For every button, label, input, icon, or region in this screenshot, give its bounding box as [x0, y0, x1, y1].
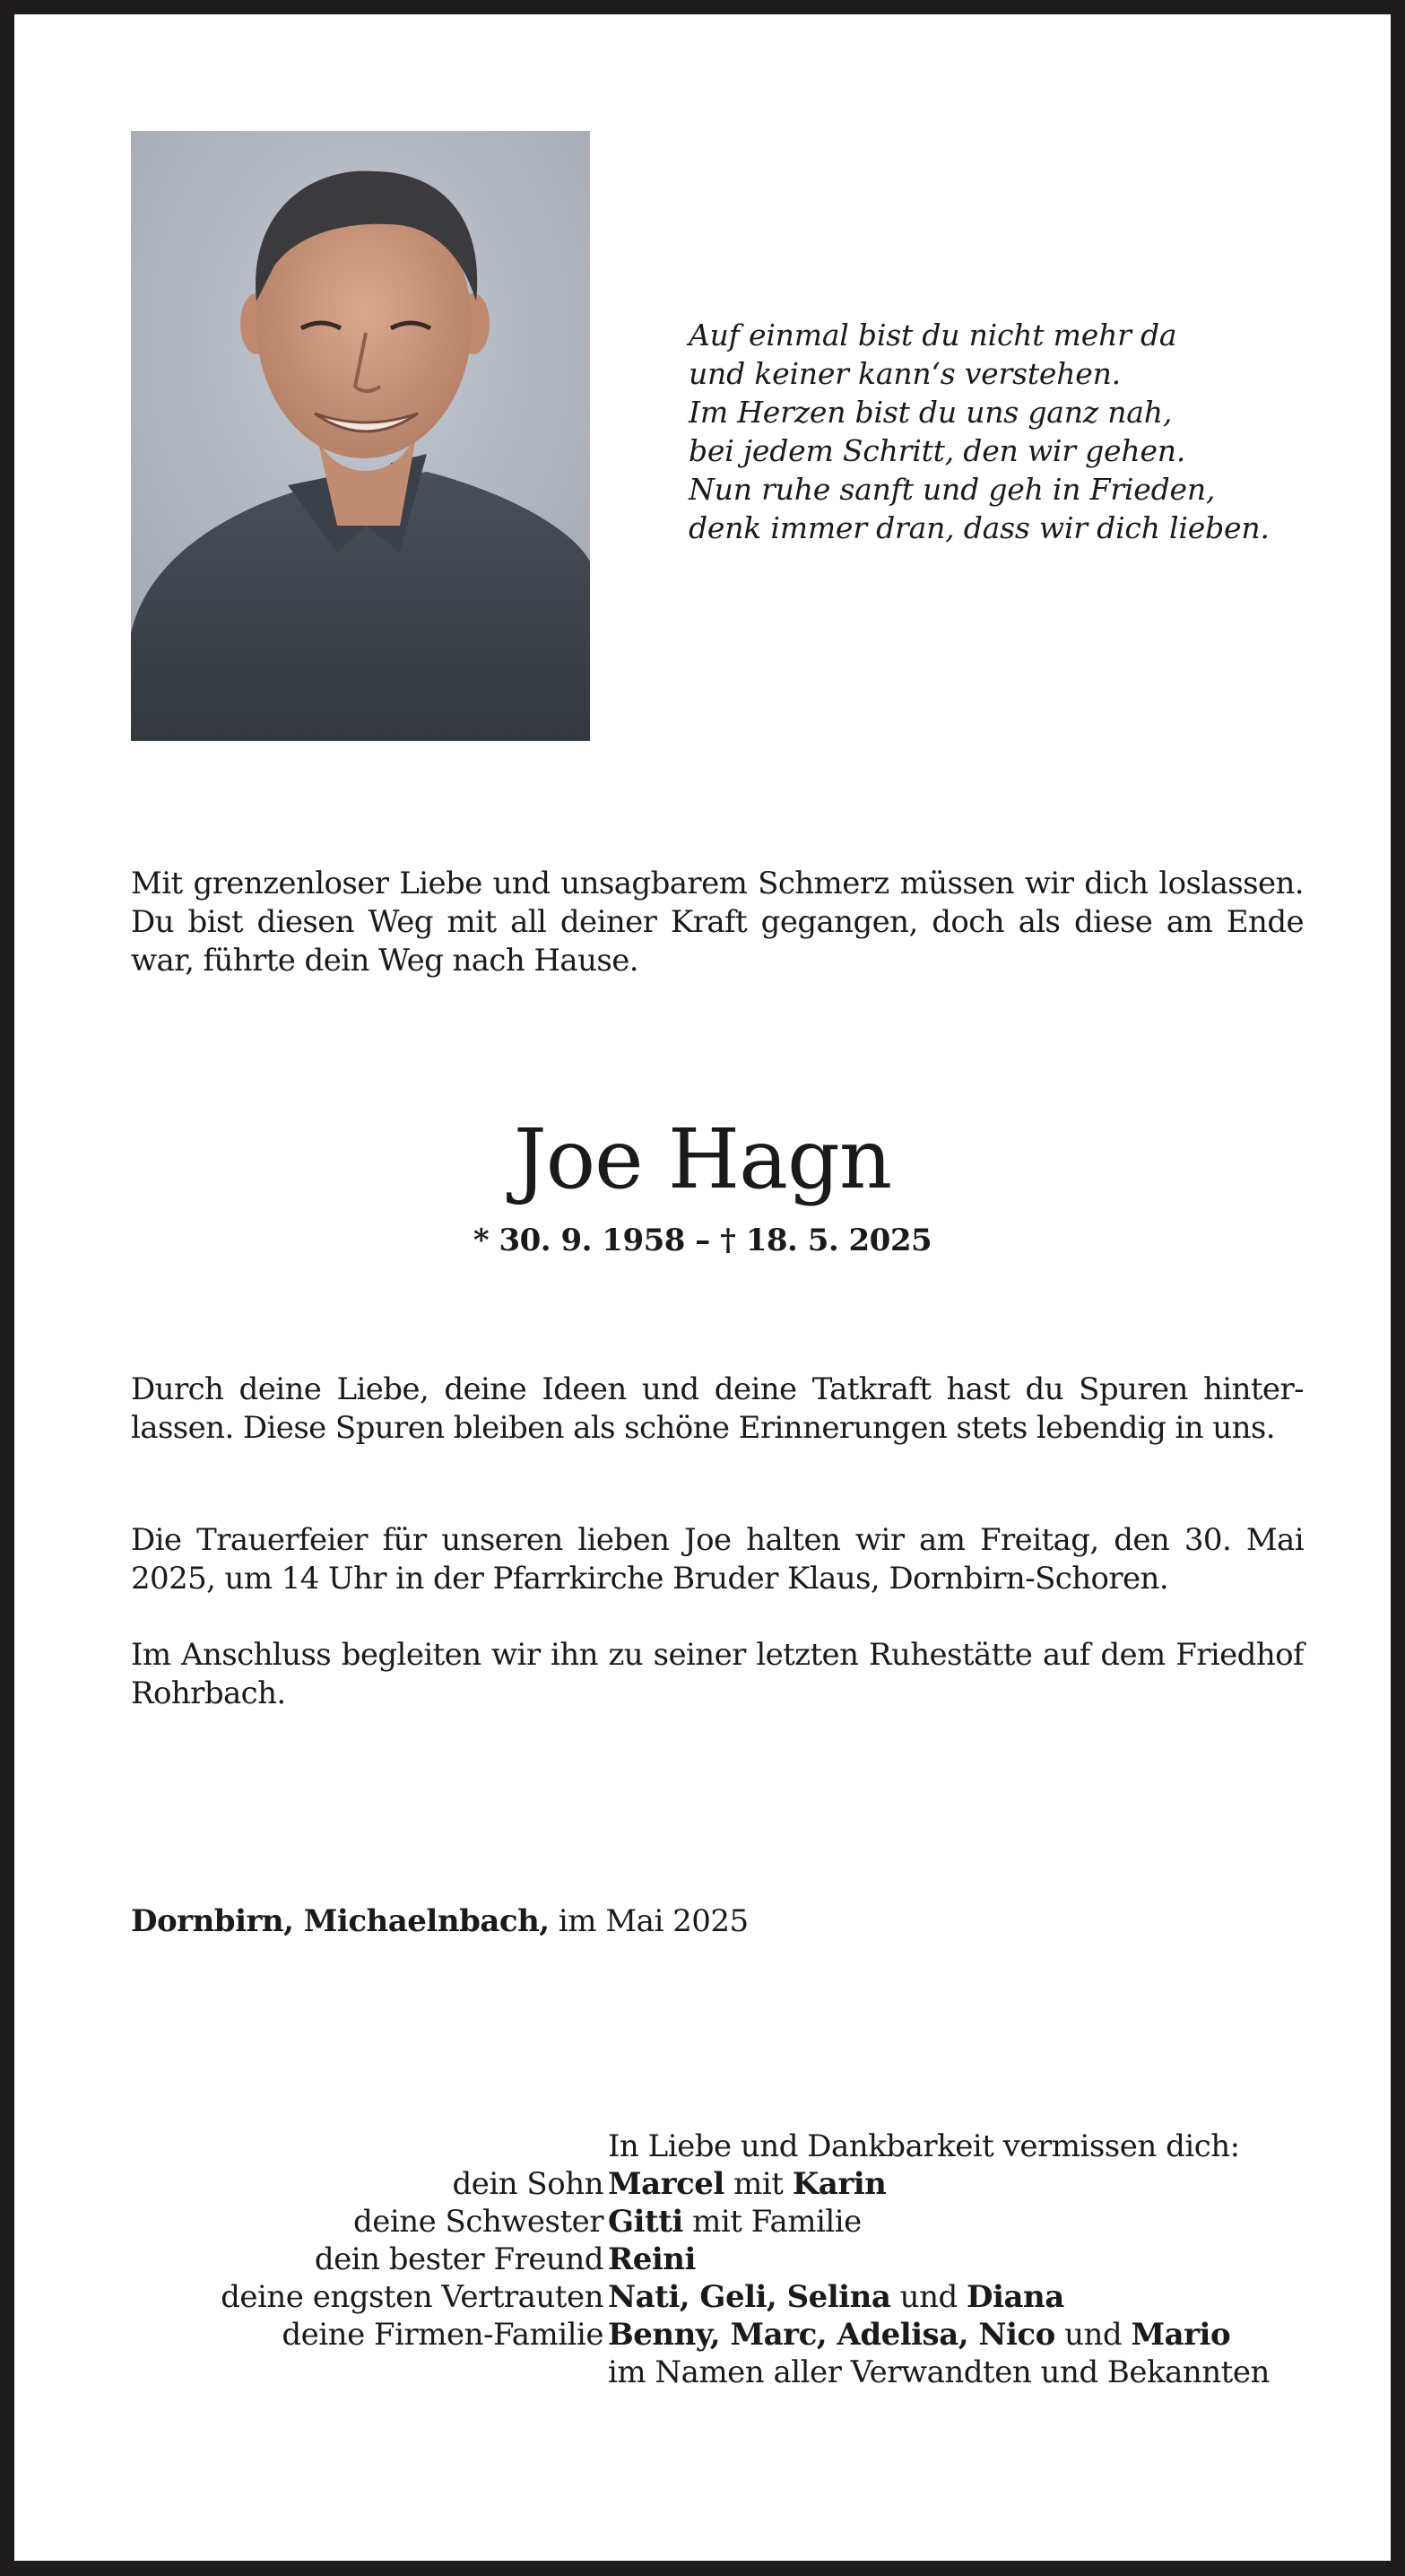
burial-paragraph: [131, 1636, 1304, 1713]
mourner-relation: deine Schwester: [352, 2204, 603, 2240]
mourner-row: [14, 2165, 1391, 2203]
mourner-name: Diana: [967, 2279, 1064, 2315]
deceased-name: Joe Hagn: [513, 1111, 892, 1207]
mourner-connector: und: [890, 2279, 967, 2315]
mourner-row: [14, 2278, 1391, 2316]
obituary-card: [14, 14, 1391, 2561]
month-year: im Mai 2025: [549, 1903, 749, 1939]
mourner-relation: deine Firmen-Familie: [282, 2317, 603, 2353]
mourners-list: [14, 2128, 1391, 2391]
portrait-photo: [131, 131, 590, 741]
poem-line: denk immer dran, dass wir dich lieben.: [689, 510, 1270, 545]
mourner-relation: dein bester Freund: [314, 2241, 603, 2277]
mourner-rows: [14, 2165, 1391, 2391]
burial-line: Im Anschluss begleiten wir ihn zu seiner letzten Ruhestätte auf dem Friedhof: [131, 1637, 1304, 1673]
poem-line: Nun ruhe sanft und geh in Frieden,: [689, 472, 1216, 507]
tribute-line: Durch deine Liebe, deine Ideen und deine Tatkraft hast du Spuren hinter-: [131, 1371, 1304, 1407]
mourner-name: Mario: [1131, 2317, 1231, 2353]
mourner-name: Benny, Marc, Adelisa, Nico: [608, 2317, 1055, 2353]
poem-line: und keiner kann‘s verstehen.: [689, 356, 1121, 391]
mourner-name: Marcel: [608, 2166, 724, 2202]
poem-line: Auf einmal bist du nicht mehr da: [689, 318, 1177, 352]
intro-line: Mit grenzenloser Liebe und unsagbarem Schmerz müssen wir dich loslassen.: [131, 866, 1304, 901]
mourner-names: [608, 2316, 1230, 2354]
life-dates: * 30. 9. 1958 – † 18. 5. 2025: [473, 1223, 932, 1258]
service-line: 2025, um 14 Uhr in der Pfarrkirche Bruder Klaus, Dornbirn-Schoren.: [131, 1561, 1169, 1597]
intro-line: war, führte dein Weg nach Hause.: [131, 943, 638, 979]
portrait-illustration: [131, 131, 590, 741]
intro-line: Du bist diesen Weg mit all deiner Kraft gegangen, doch als diese am Ende: [131, 904, 1304, 940]
mourner-name: Nati, Geli, Selina: [608, 2279, 891, 2315]
burial-line: Rohrbach.: [131, 1675, 286, 1711]
tribute-line: lassen. Diese Spuren bleiben als schöne Erinnerungen stets lebendig in uns.: [131, 1410, 1275, 1446]
mourner-row: [14, 2354, 1391, 2391]
poem-line: Im Herzen bist du uns ganz nah,: [689, 395, 1173, 430]
mourner-name: Karin: [792, 2166, 887, 2202]
mourner-connector: mit: [724, 2166, 793, 2202]
place-and-date: [131, 1902, 749, 1941]
mourners-heading-row: [14, 2128, 1391, 2165]
poem-line: bei jedem Schritt, den wir gehen.: [689, 433, 1186, 468]
mourner-names: [608, 2165, 886, 2203]
mourner-row: [14, 2203, 1391, 2241]
mourner-names: [608, 2354, 1270, 2391]
tribute-paragraph: [131, 1371, 1304, 1448]
mourner-relation: dein Sohn: [452, 2166, 603, 2202]
mourner-connector: und: [1054, 2317, 1132, 2353]
intro-paragraph: [131, 865, 1304, 980]
mourner-names: [608, 2203, 862, 2241]
mourner-name: Reini: [608, 2241, 696, 2277]
mourner-connector: mit Familie: [682, 2204, 862, 2240]
mourner-row: [14, 2241, 1391, 2278]
service-line: Die Trauerfeier für unseren lieben Joe halten wir am Freitag, den 30. Mai: [131, 1522, 1304, 1558]
mourner-relation: deine engsten Vertrauten: [221, 2279, 603, 2315]
mourner-row: [14, 2316, 1391, 2354]
service-paragraph: [131, 1521, 1304, 1598]
place-names: Dornbirn, Michaelnbach,: [131, 1903, 550, 1939]
mourner-names: [608, 2241, 696, 2278]
mourner-name: Gitti: [608, 2204, 683, 2240]
mourners-heading: In Liebe und Dankbarkeit vermissen dich:: [608, 2128, 1240, 2164]
memorial-poem: [689, 316, 1270, 547]
mourner-names: [608, 2278, 1064, 2316]
mourner-connector: im Namen aller Verwandten und Bekannten: [608, 2354, 1270, 2390]
